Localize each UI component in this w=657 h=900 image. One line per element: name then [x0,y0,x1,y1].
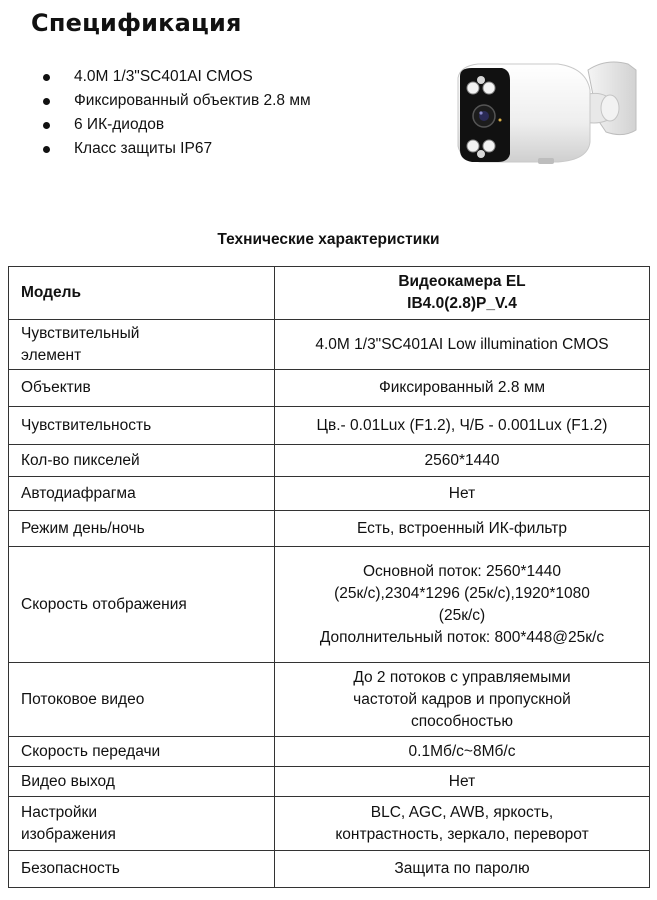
header-label: Модель [21,284,82,301]
row-value-cell [275,477,650,511]
row-value-line: Фиксированный 2.8 мм [378,379,546,396]
row-value-line: способностью [411,712,513,730]
row-label-cell [9,407,275,445]
row-value-line: 0.1Мб/с~8Мб/с [408,742,516,760]
row-label-line: Кол-во пикселей [21,451,140,469]
header-value-cell [275,267,650,320]
table-header-row [9,267,650,320]
row-value-line: контрастность, зеркало, переворот [335,825,589,843]
row-value-cell [275,767,650,797]
row-value-line: Нет [448,772,476,790]
row-value-cell [275,445,650,477]
feature-item [40,65,311,89]
row-label-cell [9,797,275,851]
row-label-line: Объектив [21,379,91,396]
bullet-icon [43,98,50,105]
row-value-cell [275,663,650,737]
row-label-line: Видео выход [21,772,115,790]
row-value-cell [275,320,650,370]
row-value-cell [275,547,650,663]
table-row [9,663,650,737]
header-value-line: IB4.0(2.8)P_V.4 [407,295,517,312]
header-label-cell [9,267,275,320]
table-row [9,370,650,407]
table-row [9,851,650,888]
row-value-line: Есть, встроенный ИК-фильтр [356,519,568,537]
specs-subtitle: Технические характеристики [217,231,440,248]
row-value-line: Защита по паролю [394,860,530,877]
row-label-cell [9,370,275,407]
feature-item [40,113,311,137]
row-value-line: 2560*1440 [424,451,500,469]
row-value-cell [275,797,650,851]
row-value-line: (25к/с),2304*1296 (25к/с),1920*1080 [334,584,590,602]
table-row [9,477,650,511]
row-label-line: Режим день/ночь [21,519,145,537]
row-label-cell [9,737,275,767]
row-label-line: элемент [21,346,82,364]
feature-text: 6 ИК-диодов [74,116,165,133]
table-row [9,511,650,547]
row-value-cell [275,370,650,407]
header-value-line: Видеокамера EL [398,273,526,290]
row-value-line: Основной поток: 2560*1440 [363,562,561,580]
row-label-cell [9,851,275,888]
row-label-cell [9,445,275,477]
table-row [9,547,650,663]
specs-table [8,266,650,888]
row-label-line: Чувствительный [21,324,140,342]
row-value-line: Цв.- 0.01Lux (F1.2), Ч/Б - 0.001Lux (F1.2) [316,416,608,434]
row-value-cell [275,851,650,888]
row-label-line: изображения [21,825,116,843]
row-label-cell [9,320,275,370]
row-label-line: Чувствительность [21,416,152,434]
page-title: Спецификация [31,9,242,37]
row-value-line: Нет [448,484,476,502]
bullet-icon [43,146,50,153]
row-label-line: Скорость отображения [21,595,187,613]
feature-text: 4.0M 1/3"SC401AI CMOS [74,68,253,85]
row-value-line: частотой кадров и пропускной [353,690,571,708]
feature-list [40,65,311,161]
row-label-line: Скорость передачи [21,742,161,760]
camera-product-image [438,50,648,175]
feature-text: Фиксированный объектив 2.8 мм [74,92,311,109]
table-row [9,797,650,851]
row-label-line: Настройки [21,803,98,821]
row-label-cell [9,547,275,663]
row-label-line: Безопасность [21,860,120,877]
row-value-line: BLC, AGC, AWB, яркость, [370,803,554,821]
row-value-cell [275,737,650,767]
row-label-cell [9,477,275,511]
table-row [9,737,650,767]
row-label-line: Автодиафрагма [21,484,136,502]
row-value-line: 4.0M 1/3"SC401AI Low illumination CMOS [315,335,609,353]
row-label-cell [9,663,275,737]
row-label-cell [9,767,275,797]
row-label-line: Потоковое видео [21,690,145,708]
row-label-cell [9,511,275,547]
feature-item [40,89,311,113]
table-row [9,767,650,797]
row-value-line: (25к/с) [438,606,486,624]
row-value-cell [275,407,650,445]
feature-text: Класс защиты IP67 [74,140,213,157]
row-value-cell [275,511,650,547]
table-row [9,320,650,370]
bullet-icon [43,122,50,129]
table-row [9,407,650,445]
feature-item [40,137,311,161]
row-value-line: До 2 потоков с управляемыми [353,668,571,686]
bullet-icon [43,74,50,81]
table-row [9,445,650,477]
row-value-line: Дополнительный поток: 800*448@25к/с [319,628,605,646]
